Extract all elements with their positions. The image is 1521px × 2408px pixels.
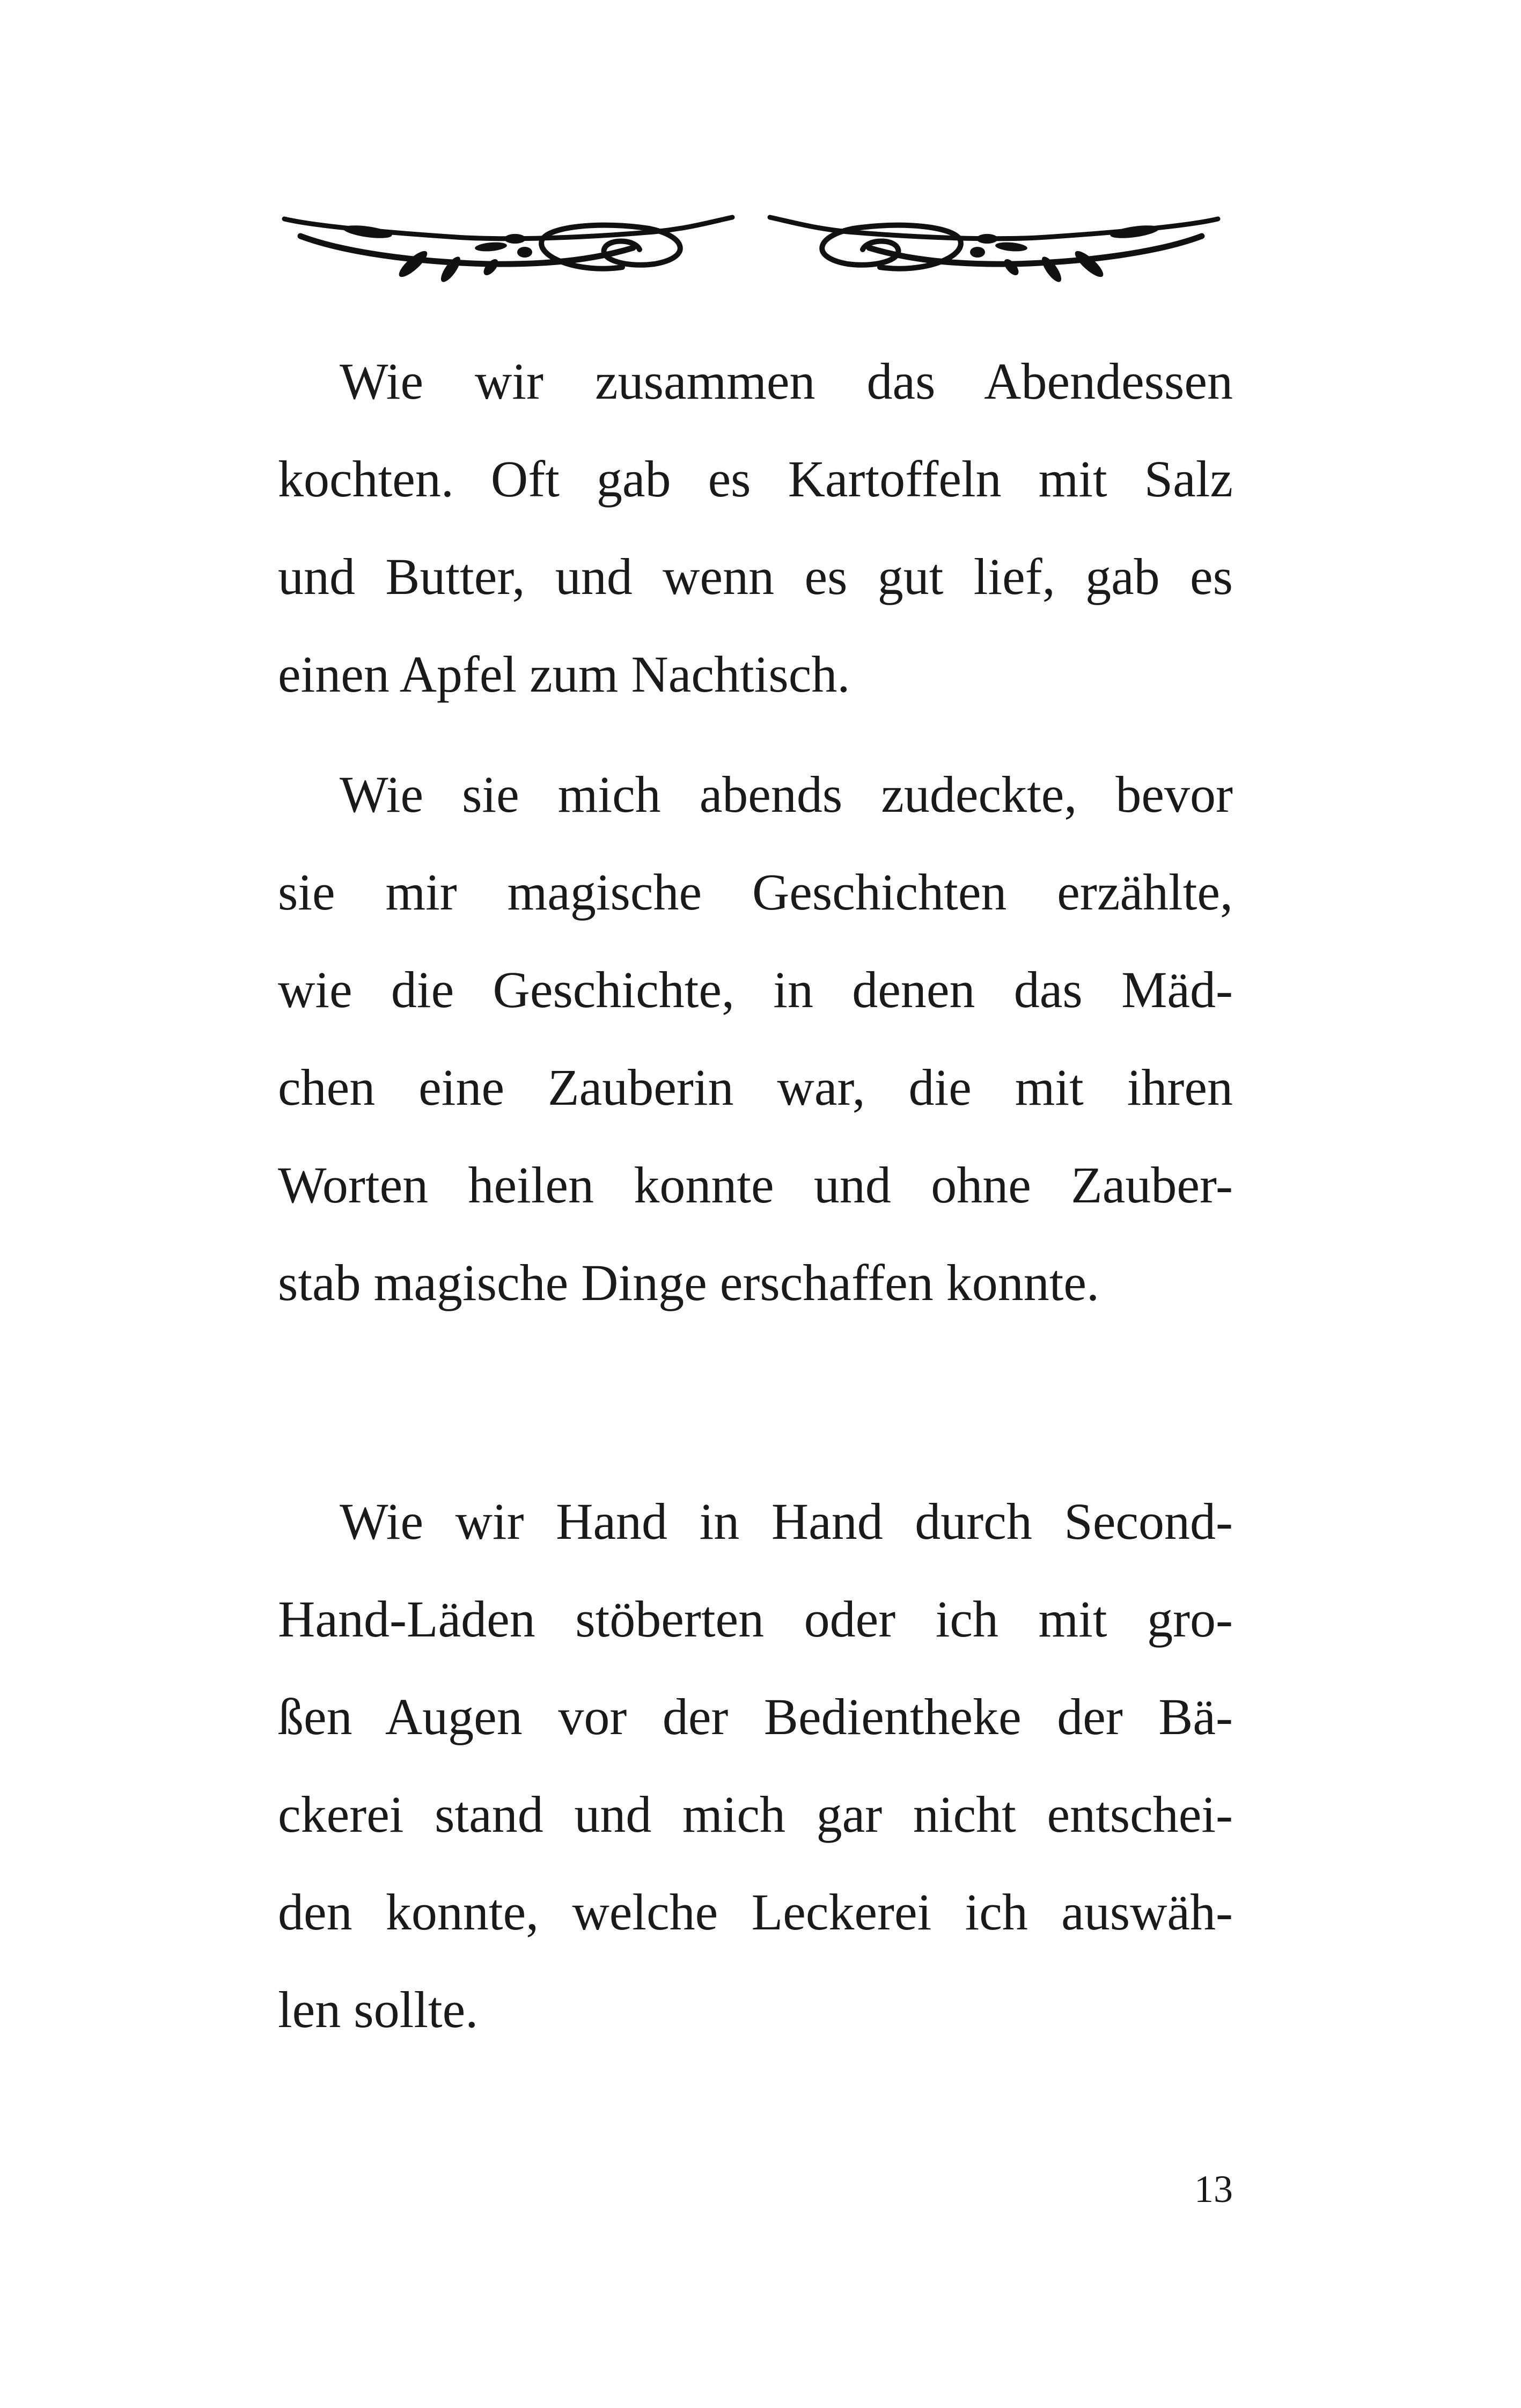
text-line: Wie wir Hand in Hand durch Second-	[340, 1493, 1233, 1550]
text-line: Worten heilen konnte und ohne Zauber-	[278, 1156, 1233, 1214]
text-line: wie die Geschichte, in denen das Mäd-	[278, 961, 1233, 1018]
text-line: einen Apfel zum Nachtisch.	[278, 645, 850, 703]
text-line: stab magische Dinge erschaffen konnte.	[278, 1254, 1100, 1311]
text-line: Hand-Läden stöberten oder ich mit gro-	[278, 1590, 1233, 1648]
text-line: kochten. Oft gab es Kartoffeln mit Salz	[278, 450, 1233, 508]
text-line: chen eine Zauberin war, die mit ihren	[278, 1059, 1233, 1116]
text-line: ckerei stand und mich gar nicht entschei-	[278, 1786, 1233, 1843]
text-line: Wie wir zusammen das Abendessen	[340, 353, 1233, 410]
text-line: len sollte.	[278, 1981, 479, 2038]
text-line: sie mir magische Geschichten erzählte,	[278, 863, 1233, 921]
text-line: den konnte, welche Leckerei ich auswäh-	[278, 1883, 1233, 1941]
text-line: und Butter, und wenn es gut lief, gab es	[278, 548, 1233, 605]
flourish-ornament-icon	[279, 199, 1223, 290]
text-line: Wie sie mich abends zudeckte, bevor	[340, 766, 1233, 823]
page-number: 13	[1194, 2168, 1233, 2211]
text-line: ßen Augen vor der Bedientheke der Bä-	[278, 1688, 1233, 1745]
